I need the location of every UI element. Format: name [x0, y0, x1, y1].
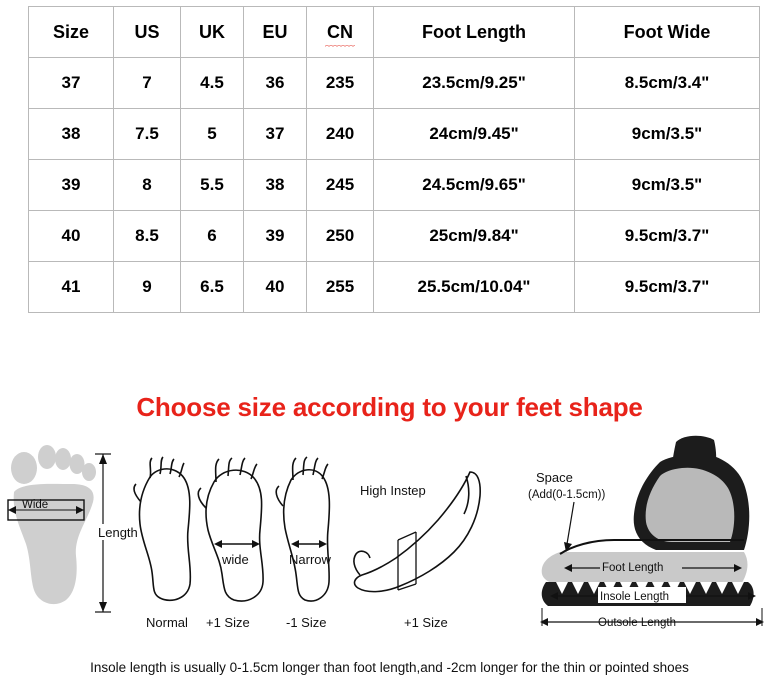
high-instep-size-label: +1 Size [404, 615, 448, 630]
page-title: Choose size according to your feet shape [136, 392, 643, 422]
table-header [29, 7, 760, 58]
column-header-cn [307, 7, 374, 58]
cell-foot-length: 23.5cm/9.25" [374, 58, 575, 109]
table-row [29, 160, 760, 211]
column-header-size: Size [29, 7, 114, 58]
space-label: Space [536, 470, 573, 485]
wide-foot-word: wide [222, 552, 249, 567]
cell-uk: 5 [181, 109, 244, 160]
gray-foot-icon [11, 445, 96, 604]
table-header-row [29, 7, 760, 58]
table-row [29, 58, 760, 109]
wide-foot-outline [198, 458, 263, 601]
cell-cn: 240 [307, 109, 374, 160]
cell-size: 38 [29, 109, 114, 160]
high-instep-label: High Instep [360, 483, 426, 498]
cell-foot-wide: 9.5cm/3.7" [575, 262, 760, 313]
column-header-foot-wide: Foot Wide [575, 7, 760, 58]
cell-uk: 6 [181, 211, 244, 262]
foot-length-label: Foot Length [602, 562, 664, 574]
column-header-eu: EU [244, 7, 307, 58]
cell-foot-wide: 9cm/3.5" [575, 109, 760, 160]
column-header-uk: UK [181, 7, 244, 58]
wide-label: Wide [22, 499, 49, 511]
table-body [29, 58, 760, 313]
size-chart-table-container [28, 6, 752, 313]
length-measure [95, 454, 138, 612]
table-row [29, 109, 760, 160]
narrow-foot-word: Narrow [289, 552, 331, 567]
cell-uk: 5.5 [181, 160, 244, 211]
normal-foot-label: Normal [146, 615, 188, 630]
cell-uk: 4.5 [181, 58, 244, 109]
cell-size: 41 [29, 262, 114, 313]
cell-eu: 40 [244, 262, 307, 313]
cell-foot-length: 24.5cm/9.65" [374, 160, 575, 211]
space-callout [528, 470, 605, 552]
outsole-length-measure [540, 608, 764, 629]
insole-length-label: Insole Length [600, 591, 670, 603]
cell-size: 40 [29, 211, 114, 262]
cell-eu: 37 [244, 109, 307, 160]
cell-foot-wide: 9.5cm/3.7" [575, 211, 760, 262]
cell-eu: 38 [244, 160, 307, 211]
cell-cn: 255 [307, 262, 374, 313]
cell-us: 7.5 [114, 109, 181, 160]
cell-cn: 245 [307, 160, 374, 211]
space-add-label: (Add(0-1.5cm)) [528, 489, 606, 501]
outsole-length-label: Outsole Length [598, 617, 677, 629]
wide-arrow [214, 540, 260, 548]
narrow-foot-size-label: -1 Size [286, 615, 327, 630]
cell-size: 39 [29, 160, 114, 211]
cell-uk: 6.5 [181, 262, 244, 313]
cell-us: 8 [114, 160, 181, 211]
column-header-foot-length: Foot Length [374, 7, 575, 58]
cell-foot-wide: 8.5cm/3.4" [575, 58, 760, 109]
cell-cn: 235 [307, 58, 374, 109]
cell-foot-length: 24cm/9.45" [374, 109, 575, 160]
foot-shape-diagram [0, 432, 779, 642]
high-instep-measure [398, 532, 416, 590]
table-row [29, 262, 760, 313]
cell-foot-length: 25cm/9.84" [374, 211, 575, 262]
table-row [29, 211, 760, 262]
cell-us: 9 [114, 262, 181, 313]
cell-eu: 36 [244, 58, 307, 109]
column-header-cn-text: CN [327, 21, 353, 42]
length-label: Length [98, 525, 138, 540]
cell-foot-length: 25.5cm/10.04" [374, 262, 575, 313]
cell-us: 8.5 [114, 211, 181, 262]
normal-foot-outline [134, 457, 190, 600]
cell-eu: 39 [244, 211, 307, 262]
cell-cn: 250 [307, 211, 374, 262]
narrow-foot-outline [276, 457, 329, 601]
cell-foot-wide: 9cm/3.5" [575, 160, 760, 211]
narrow-arrow [291, 540, 327, 548]
cell-us: 7 [114, 58, 181, 109]
shoe-cross-section-icon [542, 436, 754, 606]
cell-size: 37 [29, 58, 114, 109]
footnote-text: Insole length is usually 0-1.5cm longer than foot length,and -2cm longer for the thin or pointed shoes [90, 660, 689, 675]
column-header-us: US [114, 7, 181, 58]
size-chart-table [28, 6, 760, 313]
wide-foot-size-label: +1 Size [206, 615, 250, 630]
